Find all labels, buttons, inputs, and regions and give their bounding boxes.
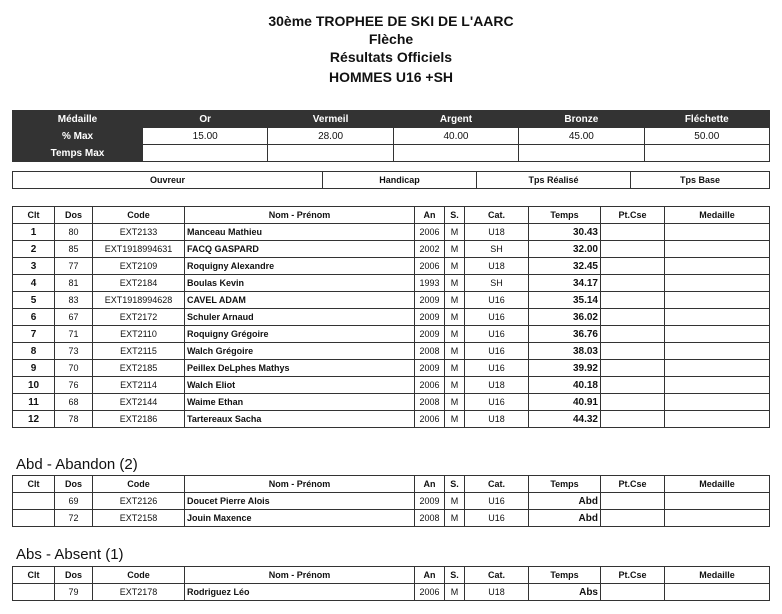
col-header-cat: Cat. [465, 476, 529, 493]
table-row [13, 343, 770, 360]
table-row [13, 394, 770, 411]
code-cell: EXT1918994631 [93, 241, 185, 258]
rank-cell: 4 [13, 275, 55, 292]
medal-cell [665, 394, 770, 411]
table-row [13, 309, 770, 326]
time-cell: Abd [529, 510, 601, 527]
medal-cell [665, 241, 770, 258]
rank-cell [13, 493, 55, 510]
points-cell [601, 360, 665, 377]
code-cell: EXT2109 [93, 258, 185, 275]
sex-cell: M [445, 377, 465, 394]
medal-header-cell: Argent [393, 111, 518, 128]
time-cell: 32.00 [529, 241, 601, 258]
medal-header-cell: Médaille [13, 111, 143, 128]
code-cell: EXT2185 [93, 360, 185, 377]
medal-row-label: Temps Max [13, 145, 143, 162]
name-cell: Roquigny Alexandre [185, 258, 415, 275]
points-cell [601, 309, 665, 326]
category-cell: U18 [465, 584, 529, 601]
category-cell: U16 [465, 493, 529, 510]
points-cell [601, 377, 665, 394]
bib-cell: 85 [55, 241, 93, 258]
year-cell: 2006 [415, 411, 445, 428]
points-cell [601, 510, 665, 527]
sex-cell: M [445, 224, 465, 241]
points-cell [601, 411, 665, 428]
sex-cell: M [445, 309, 465, 326]
medal-cell [665, 258, 770, 275]
bib-cell: 71 [55, 326, 93, 343]
col-header-sex: S. [445, 207, 465, 224]
table-row [13, 292, 770, 309]
medal-table [12, 110, 770, 162]
year-cell: 2009 [415, 309, 445, 326]
name-cell: Tartereaux Sacha [185, 411, 415, 428]
col-header-dos: Dos [55, 476, 93, 493]
col-header-temps: Temps [529, 207, 601, 224]
category-cell: SH [465, 241, 529, 258]
abandon-header-row [13, 476, 770, 493]
year-cell: 2002 [415, 241, 445, 258]
opener-label: Ouvreur [13, 172, 323, 189]
category-cell: U16 [465, 510, 529, 527]
name-cell: Manceau Mathieu [185, 224, 415, 241]
medal-value: 28.00 [268, 128, 393, 145]
results-header-row [13, 207, 770, 224]
col-header-code: Code [93, 476, 185, 493]
category-cell: U18 [465, 258, 529, 275]
code-cell: EXT2186 [93, 411, 185, 428]
category-cell: U16 [465, 343, 529, 360]
points-cell [601, 394, 665, 411]
medal-value: 45.00 [519, 128, 644, 145]
table-row [13, 360, 770, 377]
col-header-ptcse: Pt.Cse [601, 207, 665, 224]
absent-heading: Abs - Absent (1) [16, 546, 124, 563]
col-header-ptcse: Pt.Cse [601, 567, 665, 584]
col-header-cat: Cat. [465, 567, 529, 584]
bib-cell: 67 [55, 309, 93, 326]
table-row [13, 258, 770, 275]
time-cell: Abd [529, 493, 601, 510]
col-header-sex: S. [445, 476, 465, 493]
bib-cell: 76 [55, 377, 93, 394]
table-row [13, 377, 770, 394]
col-header-code: Code [93, 207, 185, 224]
table-row [13, 241, 770, 258]
col-header-name: Nom - Prénom [185, 207, 415, 224]
bib-cell: 70 [55, 360, 93, 377]
time-cell: 36.02 [529, 309, 601, 326]
sex-cell: M [445, 275, 465, 292]
medal-cell [665, 411, 770, 428]
medal-value: 15.00 [143, 128, 268, 145]
col-header-temps: Temps [529, 567, 601, 584]
medal-cell [665, 493, 770, 510]
bib-cell: 69 [55, 493, 93, 510]
event-title: 30ème TROPHEE DE SKI DE L'AARC [268, 13, 514, 29]
medal-value [143, 145, 268, 162]
name-cell: Boulas Kevin [185, 275, 415, 292]
code-cell: EXT2172 [93, 309, 185, 326]
time-cell: 34.17 [529, 275, 601, 292]
time-cell: 36.76 [529, 326, 601, 343]
col-header-dos: Dos [55, 207, 93, 224]
col-header-sex: S. [445, 567, 465, 584]
bib-cell: 83 [55, 292, 93, 309]
medal-cell [665, 584, 770, 601]
medal-value [644, 145, 769, 162]
code-cell: EXT2144 [93, 394, 185, 411]
col-header-an: An [415, 476, 445, 493]
col-header-clt: Clt [13, 476, 55, 493]
name-cell: Peillex DeLphes Mathys [185, 360, 415, 377]
name-cell: Roquigny Grégoire [185, 326, 415, 343]
table-row [13, 224, 770, 241]
medal-cell [665, 309, 770, 326]
abandon-table [12, 475, 770, 527]
category-title: HOMMES U16 +SH [328, 69, 454, 85]
medal-cell [665, 292, 770, 309]
time-cell: 40.91 [529, 394, 601, 411]
table-row [13, 275, 770, 292]
category-cell: U18 [465, 411, 529, 428]
medal-value: 40.00 [393, 128, 518, 145]
medal-cell [665, 360, 770, 377]
points-cell [601, 241, 665, 258]
points-cell [601, 343, 665, 360]
name-cell: Waime Ethan [185, 394, 415, 411]
name-cell: Jouin Maxence [185, 510, 415, 527]
medal-value [268, 145, 393, 162]
bib-cell: 72 [55, 510, 93, 527]
year-cell: 2009 [415, 360, 445, 377]
bib-cell: 81 [55, 275, 93, 292]
category-cell: U18 [465, 377, 529, 394]
sex-cell: M [445, 584, 465, 601]
category-cell: U18 [465, 224, 529, 241]
year-cell: 2006 [415, 224, 445, 241]
year-cell: 2006 [415, 584, 445, 601]
rank-cell [13, 510, 55, 527]
medal-cell [665, 343, 770, 360]
rank-cell: 5 [13, 292, 55, 309]
col-header-an: An [415, 567, 445, 584]
points-cell [601, 275, 665, 292]
table-row [13, 411, 770, 428]
discipline-title: Flèche [368, 31, 414, 47]
bib-cell: 77 [55, 258, 93, 275]
year-cell: 2006 [415, 258, 445, 275]
bib-cell: 73 [55, 343, 93, 360]
code-cell: EXT2184 [93, 275, 185, 292]
time-cell: 32.45 [529, 258, 601, 275]
sex-cell: M [445, 394, 465, 411]
bib-cell: 68 [55, 394, 93, 411]
sex-cell: M [445, 493, 465, 510]
rank-cell: 6 [13, 309, 55, 326]
points-cell [601, 584, 665, 601]
sex-cell: M [445, 343, 465, 360]
sex-cell: M [445, 326, 465, 343]
col-header-name: Nom - Prénom [185, 476, 415, 493]
medal-value [393, 145, 518, 162]
tps-base-label: Tps Base [631, 172, 770, 189]
results-title: Résultats Officiels [329, 49, 453, 65]
medal-value: 50.00 [644, 128, 769, 145]
results-table [12, 206, 770, 428]
name-cell: Doucet Pierre Alois [185, 493, 415, 510]
table-row [13, 584, 770, 601]
code-cell: EXT2115 [93, 343, 185, 360]
points-cell [601, 258, 665, 275]
table-row [13, 493, 770, 510]
col-header-dos: Dos [55, 567, 93, 584]
name-cell: Schuler Arnaud [185, 309, 415, 326]
points-cell [601, 326, 665, 343]
name-cell: CAVEL ADAM [185, 292, 415, 309]
category-cell: U16 [465, 309, 529, 326]
col-header-clt: Clt [13, 567, 55, 584]
col-header-medaille: Medaille [665, 207, 770, 224]
rank-cell: 12 [13, 411, 55, 428]
year-cell: 2009 [415, 326, 445, 343]
name-cell: Rodriguez Léo [185, 584, 415, 601]
col-header-name: Nom - Prénom [185, 567, 415, 584]
rank-cell: 2 [13, 241, 55, 258]
medal-cell [665, 510, 770, 527]
category-cell: U16 [465, 326, 529, 343]
rank-cell: 3 [13, 258, 55, 275]
bib-cell: 78 [55, 411, 93, 428]
bib-cell: 80 [55, 224, 93, 241]
rank-cell: 7 [13, 326, 55, 343]
sex-cell: M [445, 292, 465, 309]
category-cell: U16 [465, 394, 529, 411]
year-cell: 2008 [415, 510, 445, 527]
code-cell: EXT2126 [93, 493, 185, 510]
col-header-ptcse: Pt.Cse [601, 476, 665, 493]
year-cell: 2009 [415, 493, 445, 510]
rank-cell: 9 [13, 360, 55, 377]
code-cell: EXT2158 [93, 510, 185, 527]
col-header-clt: Clt [13, 207, 55, 224]
medal-cell [665, 326, 770, 343]
points-cell [601, 493, 665, 510]
absent-header-row [13, 567, 770, 584]
medal-cell [665, 377, 770, 394]
sex-cell: M [445, 258, 465, 275]
rank-cell: 11 [13, 394, 55, 411]
code-cell: EXT2110 [93, 326, 185, 343]
points-cell [601, 292, 665, 309]
sex-cell: M [445, 241, 465, 258]
code-cell: EXT1918994628 [93, 292, 185, 309]
rank-cell: 10 [13, 377, 55, 394]
opener-table [12, 171, 770, 189]
category-cell: U16 [465, 292, 529, 309]
sex-cell: M [445, 360, 465, 377]
rank-cell: 1 [13, 224, 55, 241]
time-cell: Abs [529, 584, 601, 601]
col-header-an: An [415, 207, 445, 224]
table-row [13, 326, 770, 343]
code-cell: EXT2178 [93, 584, 185, 601]
name-cell: Walch Grégoire [185, 343, 415, 360]
code-cell: EXT2114 [93, 377, 185, 394]
points-cell [601, 224, 665, 241]
col-header-medaille: Medaille [665, 567, 770, 584]
medal-cell [665, 224, 770, 241]
medal-header-cell: Bronze [519, 111, 644, 128]
col-header-cat: Cat. [465, 207, 529, 224]
time-cell: 39.92 [529, 360, 601, 377]
table-row [13, 510, 770, 527]
sex-cell: M [445, 510, 465, 527]
category-cell: U16 [465, 360, 529, 377]
time-cell: 38.03 [529, 343, 601, 360]
time-cell: 40.18 [529, 377, 601, 394]
time-cell: 35.14 [529, 292, 601, 309]
name-cell: Walch Eliot [185, 377, 415, 394]
bib-cell: 79 [55, 584, 93, 601]
name-cell: FACQ GASPARD [185, 241, 415, 258]
absent-table [12, 566, 770, 601]
year-cell: 2008 [415, 343, 445, 360]
medal-header-cell: Or [143, 111, 268, 128]
code-cell: EXT2133 [93, 224, 185, 241]
handicap-label: Handicap [323, 172, 477, 189]
col-header-code: Code [93, 567, 185, 584]
col-header-medaille: Medaille [665, 476, 770, 493]
time-cell: 44.32 [529, 411, 601, 428]
medal-header-cell: Vermeil [268, 111, 393, 128]
rank-cell [13, 584, 55, 601]
sex-cell: M [445, 411, 465, 428]
tps-realise-label: Tps Réalisé [477, 172, 631, 189]
year-cell: 2008 [415, 394, 445, 411]
year-cell: 1993 [415, 275, 445, 292]
medal-value [519, 145, 644, 162]
abandon-heading: Abd - Abandon (2) [16, 456, 138, 473]
medal-row-label: % Max [13, 128, 143, 145]
medal-header-cell: Fléchette [644, 111, 769, 128]
rank-cell: 8 [13, 343, 55, 360]
col-header-temps: Temps [529, 476, 601, 493]
medal-cell [665, 275, 770, 292]
time-cell: 30.43 [529, 224, 601, 241]
year-cell: 2006 [415, 377, 445, 394]
year-cell: 2009 [415, 292, 445, 309]
category-cell: SH [465, 275, 529, 292]
